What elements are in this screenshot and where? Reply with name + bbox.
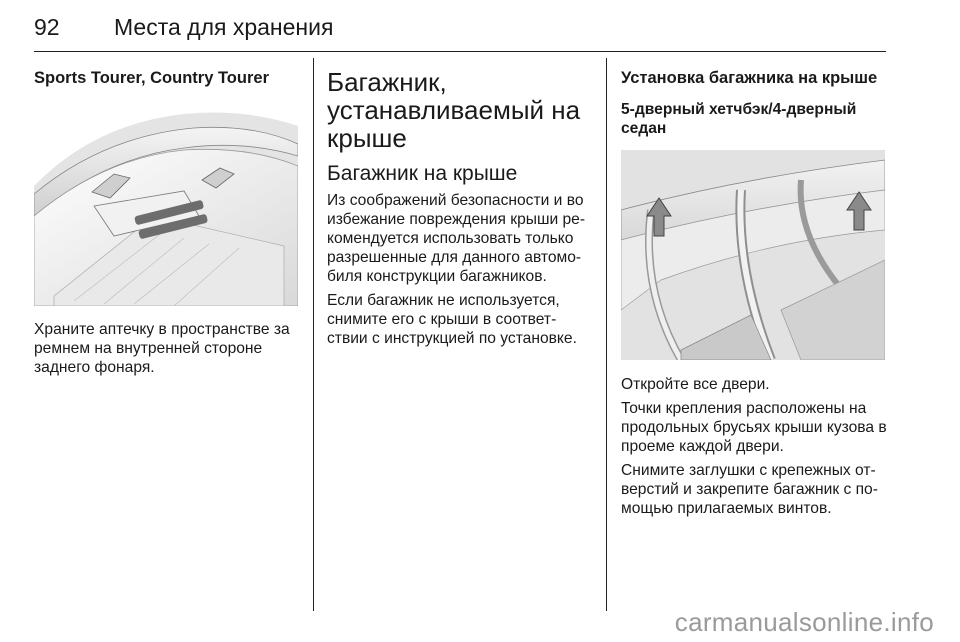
right-subheading: 5-дверный хетчбэк/4-дверный седан xyxy=(621,101,857,137)
middle-paragraph-1: Из соображений безопасности и во избежание повреждения крыши ре-комендуется использовать только разрешенные для данного автомо-биля конструкции багажников. xyxy=(327,192,586,285)
subtitle: Багажник на крыше xyxy=(327,162,518,185)
left-paragraph-1: Храните аптечку в пространстве за ремнем на внутренней стороне заднего фонаря. xyxy=(34,321,290,376)
page-header xyxy=(34,14,886,50)
left-column xyxy=(34,68,298,377)
header-divider xyxy=(34,51,886,52)
column-divider-left xyxy=(313,58,314,611)
watermark: carmanualsonline.info xyxy=(674,607,934,637)
right-heading: Установка багажника на крыше xyxy=(621,69,878,87)
left-heading: Sports Tourer, Country Tourer xyxy=(34,69,269,87)
right-paragraph-1: Откройте все двери. xyxy=(621,376,770,393)
tailgate-interior-icon xyxy=(34,96,298,306)
section-title: Места для хранения xyxy=(114,14,334,40)
right-column xyxy=(621,68,887,518)
middle-paragraph-2: Если багажник не используется, снимите его с крыши в соответ-ствии с инструкцией по установке. xyxy=(327,292,577,347)
right-paragraph-3: Снимите заглушки с крепежных от-верстий и закрепите багажник с по-мощью прилагаемых винтов. xyxy=(621,462,878,517)
column-divider-right xyxy=(606,58,607,611)
page-number: 92 xyxy=(34,14,60,40)
main-title: Багажник, устанавливаемый на крыше xyxy=(327,67,581,153)
right-paragraph-2: Точки крепления расположены на продольных брусьях крыши кузова в проеме каждой двери. xyxy=(621,400,887,455)
middle-column xyxy=(327,68,593,348)
roof-mount-points-icon xyxy=(621,150,885,360)
